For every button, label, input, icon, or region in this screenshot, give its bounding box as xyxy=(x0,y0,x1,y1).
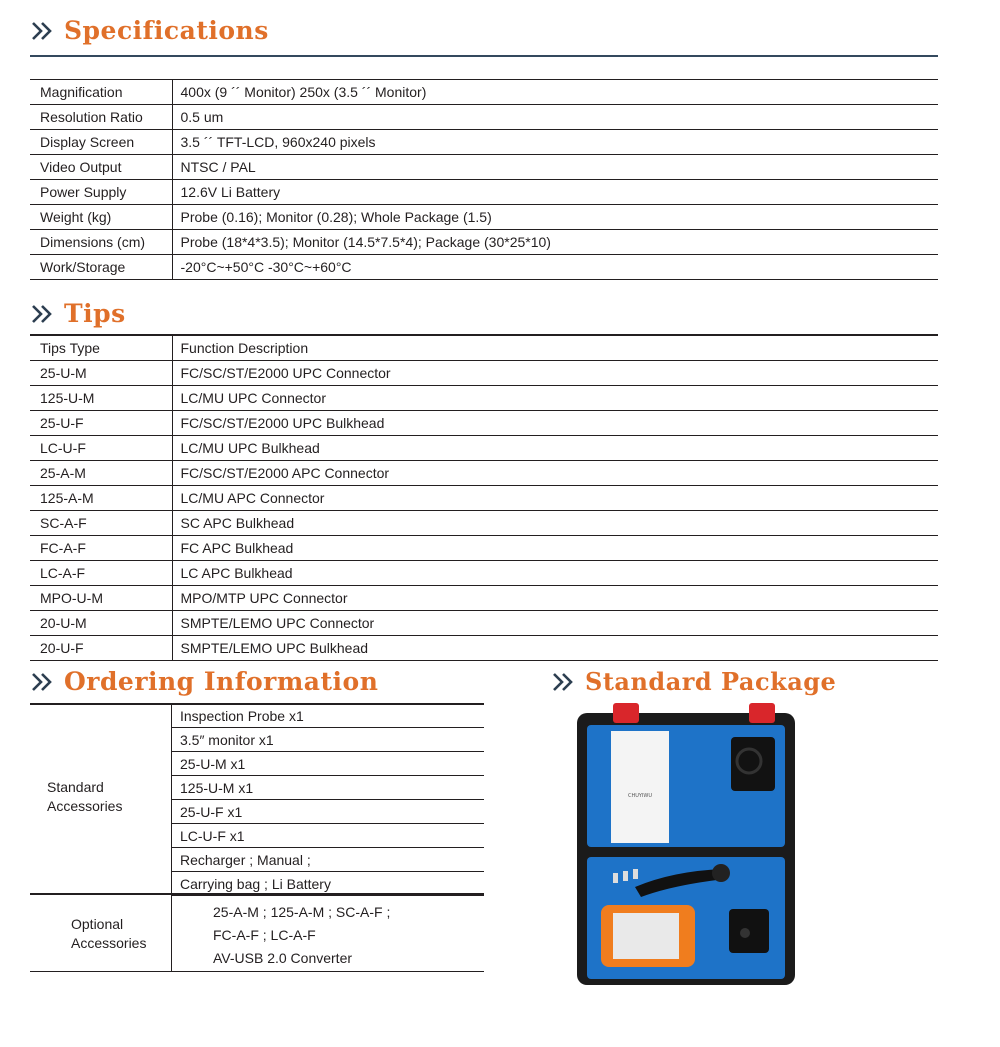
tip-type: SC-A-F xyxy=(30,511,172,536)
tips-row xyxy=(30,536,938,561)
left-latch xyxy=(613,703,639,723)
tip-desc: SMPTE/LEMO UPC Bulkhead xyxy=(172,636,938,661)
optional-line: 25-A-M ; 125-A-M ; SC-A-F ; xyxy=(213,904,391,920)
tip-desc: FC/SC/ST/E2000 UPC Connector xyxy=(172,361,938,386)
standard-label-line: Accessories xyxy=(47,798,123,814)
monitor-screen xyxy=(613,913,679,959)
spec-row xyxy=(30,255,938,280)
tip-type: 25-U-F xyxy=(30,411,172,436)
optional-accessories-list xyxy=(213,901,390,970)
tip-type: 125-A-M xyxy=(30,486,172,511)
tip-desc: LC/MU UPC Bulkhead xyxy=(172,436,938,461)
tip-desc: LC APC Bulkhead xyxy=(172,561,938,586)
tips-row xyxy=(30,461,938,486)
ordering-title: Ordering Information xyxy=(64,667,379,696)
spec-value: 400x (9 ´´ Monitor) 250x (3.5 ´´ Monitor) xyxy=(172,80,938,105)
spec-label: Work/Storage xyxy=(30,255,172,280)
tip-type: 20-U-M xyxy=(30,611,172,636)
spec-value: Probe (18*4*3.5); Monitor (14.5*7.5*4); Package (30*25*10) xyxy=(172,230,938,255)
right-latch xyxy=(749,703,775,723)
tip-desc: FC APC Bulkhead xyxy=(172,536,938,561)
standard-item: Carrying bag ; Li Battery xyxy=(172,872,485,896)
specifications-rule xyxy=(30,55,938,57)
tips-row xyxy=(30,361,938,386)
standard-item: 25-U-F x1 xyxy=(172,800,485,824)
tips-row xyxy=(30,586,938,611)
tip-type: MPO-U-M xyxy=(30,586,172,611)
tip-desc: SC APC Bulkhead xyxy=(172,511,938,536)
tips-title: Tips xyxy=(64,299,126,328)
tips-table xyxy=(30,334,938,661)
tips-row xyxy=(30,636,938,661)
tip-type: 20-U-F xyxy=(30,636,172,661)
standard-item: 125-U-M x1 xyxy=(172,776,485,800)
specifications-title: Specifications xyxy=(64,16,269,45)
tips-header-row xyxy=(30,335,938,361)
tip-type: FC-A-F xyxy=(30,536,172,561)
carrying-case-photo xyxy=(573,701,799,988)
tip-desc: FC/SC/ST/E2000 UPC Bulkhead xyxy=(172,411,938,436)
spec-label: Weight (kg) xyxy=(30,205,172,230)
leaflet-text: CHUYIWU xyxy=(627,793,653,799)
spec-label: Power Supply xyxy=(30,180,172,205)
specifications-table xyxy=(30,79,938,280)
standard-accessories-label xyxy=(47,778,122,816)
tip-type: LC-U-F xyxy=(30,436,172,461)
tips-header xyxy=(30,299,126,328)
spec-row xyxy=(30,155,938,180)
spec-value: -20°C~+50°C -30°C~+60°C xyxy=(172,255,938,280)
package-header xyxy=(551,667,836,696)
tip-desc: MPO/MTP UPC Connector xyxy=(172,586,938,611)
double-chevron-icon xyxy=(551,671,577,693)
spec-value: Probe (0.16); Monitor (0.28); Whole Package (1.5) xyxy=(172,205,938,230)
tips-type-heading: Tips Type xyxy=(30,335,172,361)
spec-row xyxy=(30,180,938,205)
optional-label-line: Optional xyxy=(71,916,124,932)
spec-label: Magnification xyxy=(30,80,172,105)
spec-label: Dimensions (cm) xyxy=(30,230,172,255)
spec-value: 12.6V Li Battery xyxy=(172,180,938,205)
spec-row xyxy=(30,105,938,130)
tips-row xyxy=(30,436,938,461)
spec-row xyxy=(30,205,938,230)
manual-leaflet xyxy=(611,731,669,843)
double-chevron-icon xyxy=(30,303,56,325)
tip-type: 25-A-M xyxy=(30,461,172,486)
tip-type: 125-U-M xyxy=(30,386,172,411)
tip-desc: LC/MU UPC Connector xyxy=(172,386,938,411)
tips-row xyxy=(30,611,938,636)
tips-row xyxy=(30,486,938,511)
standard-item: 25-U-M x1 xyxy=(172,752,485,776)
standard-item: Recharger ; Manual ; xyxy=(172,848,485,872)
optional-divider xyxy=(171,895,172,972)
optional-label-line: Accessories xyxy=(71,935,147,951)
tip-desc: LC/MU APC Connector xyxy=(172,486,938,511)
tips-row xyxy=(30,561,938,586)
spec-row xyxy=(30,130,938,155)
double-chevron-icon xyxy=(30,20,56,42)
spec-value: 0.5 um xyxy=(172,105,938,130)
specifications-header xyxy=(30,16,269,45)
tip-desc: FC/SC/ST/E2000 APC Connector xyxy=(172,461,938,486)
optional-line: AV-USB 2.0 Converter xyxy=(213,950,353,966)
tips-row xyxy=(30,411,938,436)
ordering-bottom-rule xyxy=(30,971,484,972)
spec-value: NTSC / PAL xyxy=(172,155,938,180)
spec-label: Video Output xyxy=(30,155,172,180)
tip-type: 25-U-M xyxy=(30,361,172,386)
tip-desc: SMPTE/LEMO UPC Connector xyxy=(172,611,938,636)
standard-item: LC-U-F x1 xyxy=(172,824,485,848)
optional-accessories-label xyxy=(71,915,146,953)
package-title: Standard Package xyxy=(585,667,837,696)
ordering-header xyxy=(30,667,378,696)
standard-accessories-list xyxy=(171,704,484,896)
spec-value: 3.5 ´´ TFT-LCD, 960x240 pixels xyxy=(172,130,938,155)
ordering-mid-rule xyxy=(30,893,484,895)
tips-row xyxy=(30,511,938,536)
double-chevron-icon xyxy=(30,671,56,693)
standard-item: 3.5″ monitor x1 xyxy=(172,728,485,752)
optional-line: FC-A-F ; LC-A-F xyxy=(213,927,316,943)
tips-desc-heading: Function Description xyxy=(172,335,938,361)
spec-row xyxy=(30,230,938,255)
standard-item: Inspection Probe x1 xyxy=(172,704,485,728)
tips-row xyxy=(30,386,938,411)
spec-label: Display Screen xyxy=(30,130,172,155)
spec-row xyxy=(30,80,938,105)
spec-label: Resolution Ratio xyxy=(30,105,172,130)
tip-type: LC-A-F xyxy=(30,561,172,586)
standard-label-line: Standard xyxy=(47,779,104,795)
